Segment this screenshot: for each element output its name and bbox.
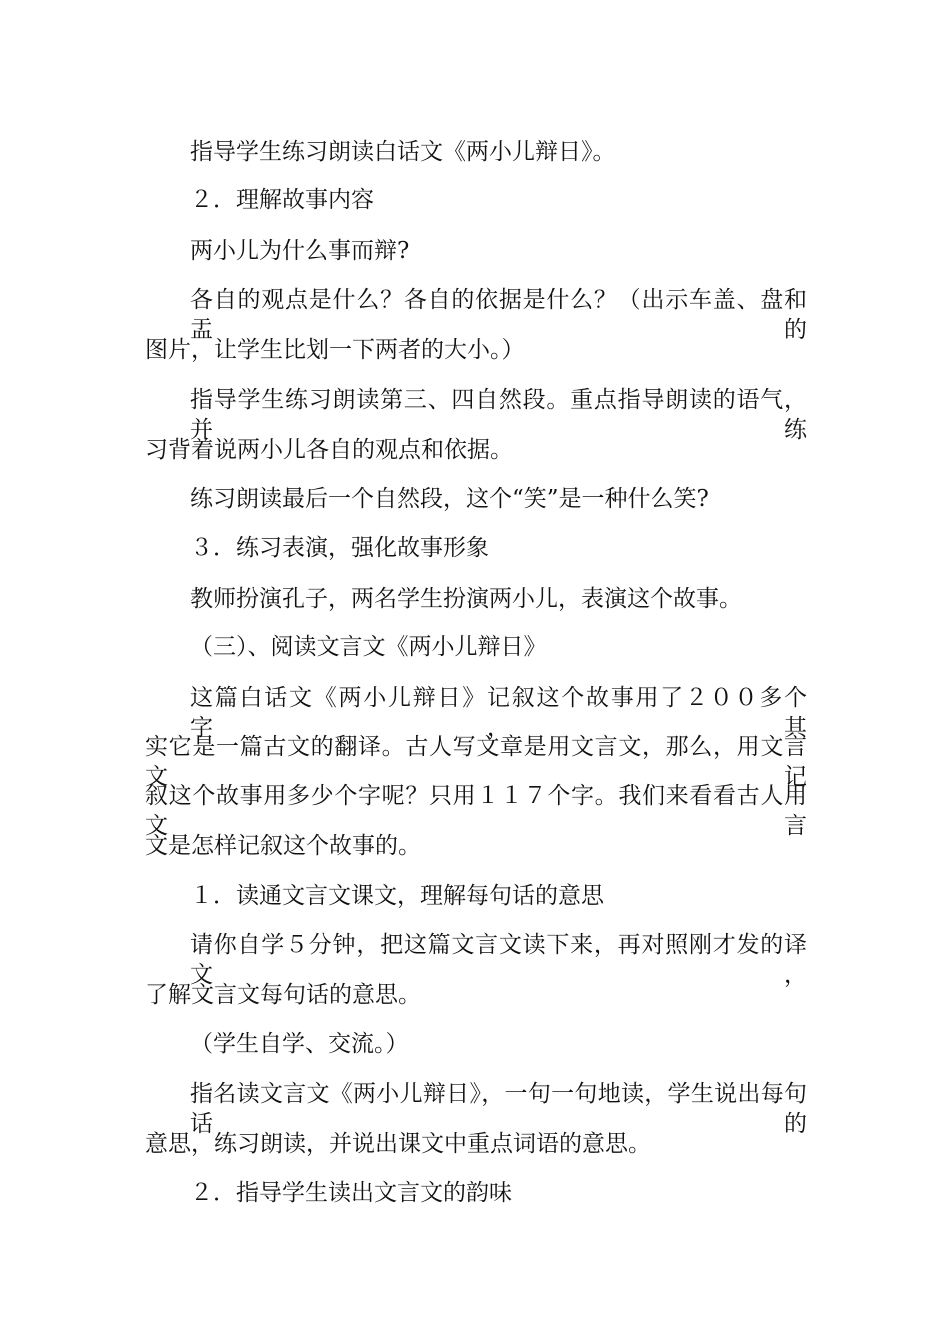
paragraph-line: 教师扮演孔子，两名学生扮演两小儿，表演这个故事。 — [190, 586, 742, 612]
paragraph-line: 图片，让学生比划一下两者的大小。） — [145, 337, 525, 363]
paragraph-line: 指导学生练习朗读第三、四自然段。重点指导朗读的语气，并练 — [190, 387, 807, 443]
paragraph-line: 意思，练习朗读，并说出课文中重点词语的意思。 — [145, 1131, 651, 1157]
paragraph-line: 两小儿为什么事而辩? — [190, 238, 410, 264]
section-heading: ３．练习表演，强化故事形象 — [190, 535, 489, 561]
paragraph-line: （学生自学、交流。） — [190, 1031, 409, 1057]
section-heading: １．读通文言文课文，理解每句话的意思 — [190, 883, 604, 909]
paragraph-line: 练习朗读最后一个自然段，这个“笑”是一种什么笑? — [190, 486, 709, 512]
paragraph-line: 指名读文言文《两小儿辩日》，一句一句地读，学生说出每句话的 — [190, 1081, 807, 1137]
paragraph-line: 了解文言文每句话的意思。 — [145, 982, 421, 1008]
section-heading: （三）、阅读文言文《两小儿辩日》 — [190, 634, 547, 660]
section-heading: ２．理解故事内容 — [190, 187, 374, 213]
section-heading: ２．指导学生读出文言文的韵味 — [190, 1180, 512, 1206]
paragraph-line: 实它是一篇古文的翻译。古人写文章是用文言文，那么，用文言文记 — [145, 734, 807, 790]
paragraph-line: 请你自学５分钟，把这篇文言文读下来，再对照刚才发的译文， — [190, 932, 807, 988]
paragraph-line: 文是怎样记叙这个故事的。 — [145, 833, 421, 859]
paragraph-line: 指导学生练习朗读白话文《两小儿辩日》。 — [190, 139, 616, 165]
paragraph-line: 叙这个故事用多少个字呢？只用１１７个字。我们来看看古人用文言 — [145, 783, 807, 839]
paragraph-line: 习背着说两小儿各自的观点和依据。 — [145, 437, 513, 463]
paragraph-line: 各自的观点是什么？各自的依据是什么？（出示车盖、盘和盂的 — [190, 287, 807, 343]
paragraph-line: 这篇白话文《两小儿辩日》记叙这个故事用了２００多个字，其 — [190, 685, 807, 741]
